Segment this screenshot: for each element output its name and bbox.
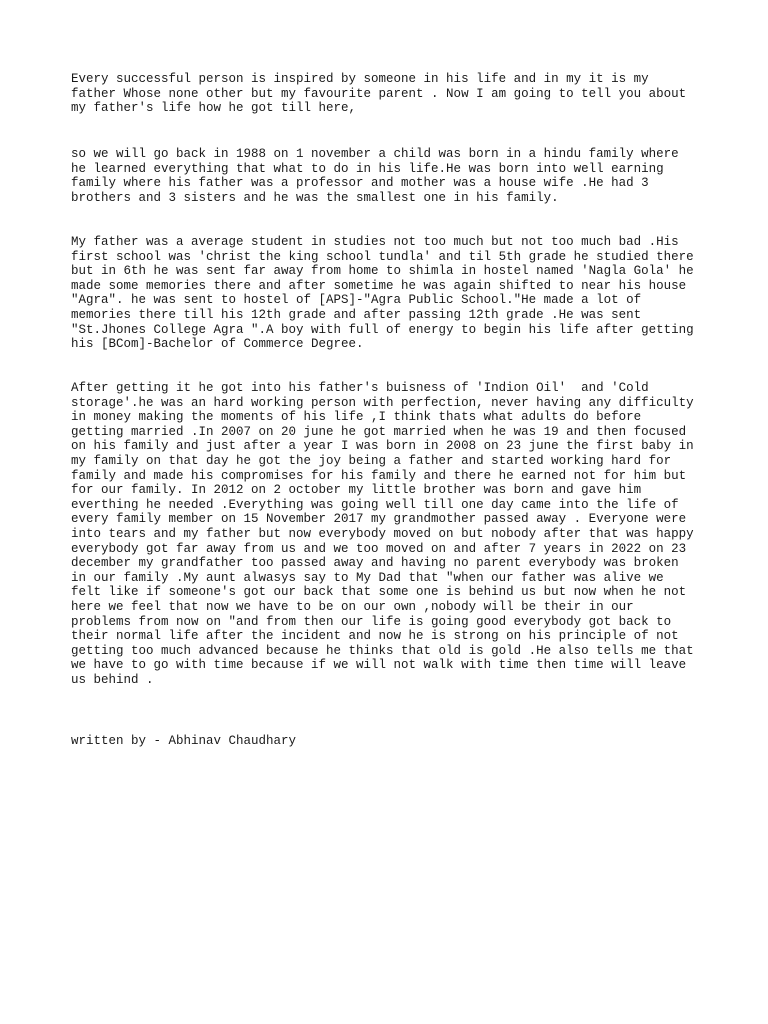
paragraph-career-family: After getting it he got into his father's buisness of 'Indion Oil' and 'Cold storage'.he was an hard working person with perfection, never having any difficulty in money making the moments of his life ,I think thats what adults do before getting married .In 2007 on 20 june he got married when he was 19 and then focused on his family and just after a year I was born in 2008 on 23 june the first baby in my family on that day he got the joy being a father and started working hard for family and made his compromises for his family and there he earned not for him but for our family. In 2012 on 2 october my little brother was born and gave him everthing he needed .Everything was going well till one day came into the life of every family member on 15 November 2017 my grandmother passed away . Everyone were into tears and my father but now everybody moved on but nobody after that was happy everybody got far away from us and we too moved on and after 7 years in 2022 on 23 december my grandfather too passed away and having no parent everybody was broken in our family .My aunt alwasys say to My Dad that "when our father was alive we felt like if someone's got our back that some one is behind us but now when he not here we feel that now we have to be on our own ,nobody will be their in our problems from now on "and from then our life is going good everybody got back to their normal life after the incident and now he is strong on his principle of not getting too much advanced because he thinks that old is gold .He also tells me that we have to go with time because if we will not walk with time then time will leave us behind . (71, 381, 694, 687)
paragraph-education: My father was a average student in studies not too much but not too much bad .His first school was 'christ the king school tundla' and til 5th grade he studied there but in 6th he was sent far away from home to shimla in hostel named 'Nagla Gola' he made some memories there and after sometime he was again shifted to near his house "Agra". he was sent to hostel of [APS]-"Agra Public School."He made a lot of memories there till his 12th grade and after passing 12th grade .He was sent "St.Jhones College Agra ".A boy with full of energy to begin his life after getting his [BCom]-Bachelor of Commerce Degree. (71, 235, 694, 352)
paragraph-birth: so we will go back in 1988 on 1 november a child was born in a hindu family where he learned everything that what to do in his life.He was born into well earning family where his father was a professor and mother was a house wife .He had 3 brothers and 3 sisters and he was the smallest one in his family. (71, 147, 679, 205)
paragraph-intro: Every successful person is inspired by someone in his life and in my it is my father Whose none other but my favourite parent . Now I am going to tell you about my father's life how he got till here, (71, 72, 687, 116)
signature-line: written by - Abhinav Chaudhary (71, 734, 297, 748)
